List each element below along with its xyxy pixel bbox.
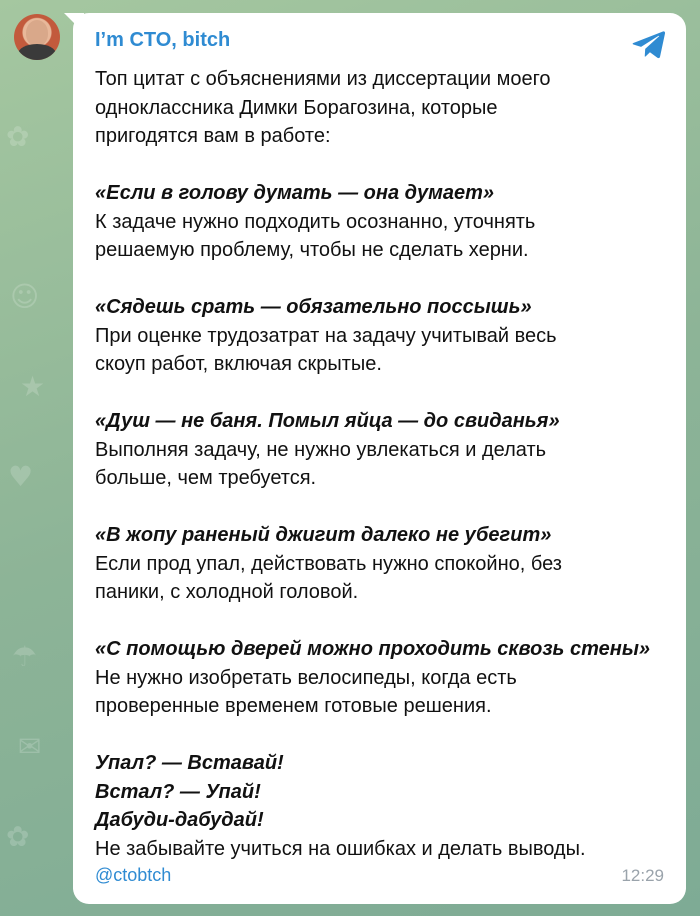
explanation-line: паники, с холодной головой. — [95, 581, 359, 603]
explanation-line: Выполняя задачу, не нужно увлекаться и делать — [95, 438, 547, 461]
final-explanation: Не забывайте учиться на ошибках и делать выводы. — [95, 837, 586, 860]
quote-text: «Сядешь срать — обязательно поссышь» — [95, 296, 532, 318]
final-quote-line: Дабуди-дабудай! — [95, 809, 264, 831]
background-doodle-icon: ☂ — [12, 640, 38, 673]
quote-text: «В жопу раненый джигит далеко не убегит» — [95, 524, 552, 546]
quote-text: «С помощью дверей можно проходить сквозь стены» — [95, 638, 651, 660]
background-doodle-icon: ★ — [20, 370, 46, 403]
message-timestamp: 12:29 — [621, 866, 664, 885]
explanation-line: К задаче нужно подходить осознанно, уточнять — [95, 210, 536, 233]
final-quote-line: Встал? — Упай! — [95, 780, 261, 803]
channel-name[interactable]: I’m CTO, bitch — [95, 29, 231, 51]
background-doodle-icon: ✿ — [6, 820, 30, 853]
intro-line: Топ цитат с объяснениями из диссертации моего — [95, 68, 551, 90]
background-doodle-icon: ☺ — [10, 280, 40, 313]
channel-link[interactable]: @ctobtch — [95, 865, 172, 885]
explanation-line: больше, чем требуется. — [95, 467, 317, 489]
background-doodle-icon: ✿ — [6, 120, 30, 153]
background-doodle-icon: ♥ — [8, 460, 34, 493]
channel-avatar[interactable] — [14, 14, 60, 60]
quote-text: «Если в голову думать — она думает» — [95, 182, 495, 204]
intro-line: пригодятся вам в работе: — [95, 125, 331, 147]
intro-line: одноклассника Димки Борагозина, которые — [95, 96, 498, 119]
explanation-line: проверенные временем готовые решения. — [95, 695, 492, 717]
quote-text: «Душ — не баня. Помыл яйца — до свиданья» — [95, 410, 560, 432]
explanation-line: При оценке трудозатрат на задачу учитывай весь — [95, 324, 557, 347]
explanation-line: скоуп работ, включая скрытые. — [95, 353, 382, 375]
final-quote-line: Упал? — Вставай! — [95, 752, 284, 774]
explanation-line: Не нужно изобретать велосипеды, когда есть — [95, 666, 517, 689]
explanation-line: Если прод упал, действовать нужно спокойно, без — [95, 552, 562, 575]
telegram-share-icon[interactable] — [630, 25, 668, 63]
message-text — [95, 65, 665, 863]
background-doodle-icon: ✉ — [18, 730, 42, 763]
message-bubble — [73, 13, 686, 904]
explanation-line: решаемую проблему, чтобы не сделать херни. — [95, 239, 529, 261]
